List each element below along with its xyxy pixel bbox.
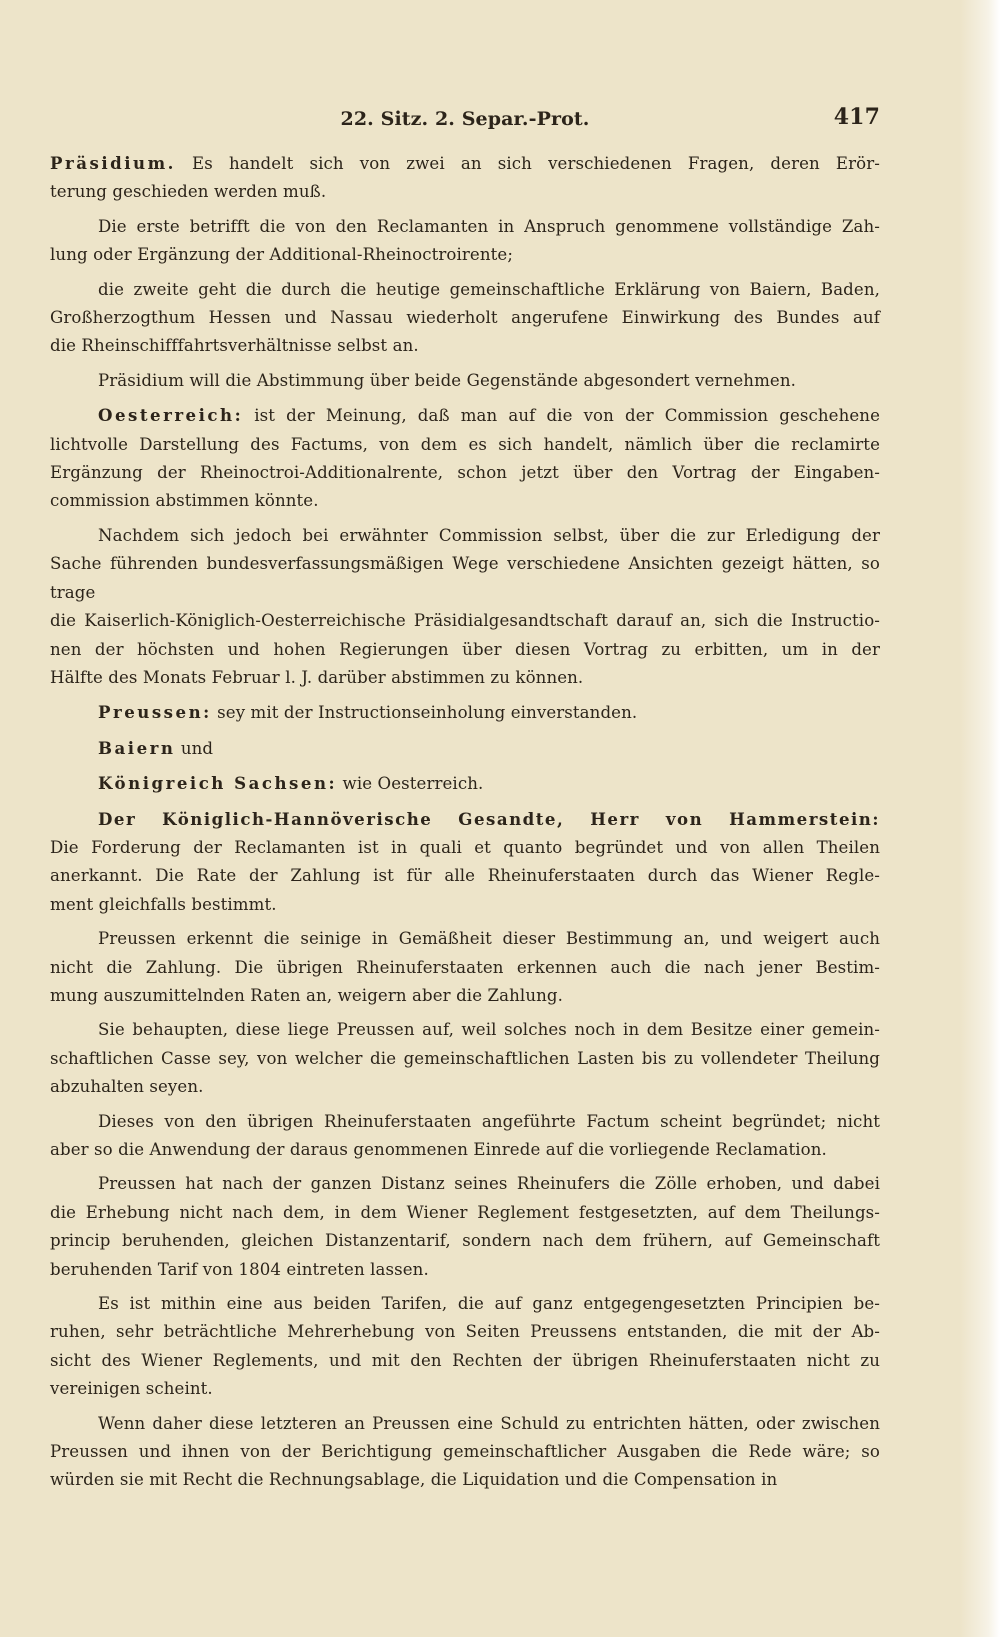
speaker-name: Präsidium. xyxy=(50,153,176,173)
speaker-name: Der Königlich-Hannöverische Gesandte, Herr von Hammerstein: xyxy=(98,808,880,829)
text-line xyxy=(50,178,880,206)
text-line xyxy=(50,1347,880,1375)
page-number: 417 xyxy=(833,104,880,130)
line-text: Präsidium will die Abstimmung über beide Gegenstände abgesondert vernehmen. xyxy=(98,370,796,390)
paragraph xyxy=(50,401,880,516)
page-gutter xyxy=(960,0,1000,1637)
line-text: schaftlichen Casse sey, von welcher die gemeinschaftlichen Lasten bis zu vollendeter Theilung xyxy=(50,1048,880,1068)
paragraph xyxy=(50,149,880,207)
text-line xyxy=(50,241,880,269)
line-text: princip beruhenden, gleichen Distanzentarif, sondern nach dem frühern, auf Gemeinschaft xyxy=(50,1231,880,1251)
line-text: Die erste betrifft die von den Reclamanten in Anspruch genommene vollständige Zah- xyxy=(98,216,880,236)
line-text: Preussen erkennt die seinige in Gemäßheit dieser Bestimmung an, und weigert auch xyxy=(98,929,880,949)
paragraph xyxy=(50,734,880,763)
line-text: Sie behaupten, diese liege Preussen auf, weil solches noch in dem Besitze einer gemein- xyxy=(98,1020,880,1040)
text-line xyxy=(50,522,880,550)
text-line xyxy=(50,487,880,515)
line-text: abzuhalten seyen. xyxy=(50,1077,204,1097)
text-line xyxy=(50,149,880,178)
text-line xyxy=(50,304,880,332)
paragraph xyxy=(50,213,880,270)
line-text: die zweite geht die durch die heutige gemeinschaftliche Erklärung von Baiern, Baden, xyxy=(98,279,880,299)
text-line xyxy=(50,276,880,304)
line-text: beruhenden Tarif von 1804 eintreten lassen. xyxy=(50,1259,429,1279)
paragraph xyxy=(50,522,880,692)
line-text: ruhen, sehr beträchtliche Mehrerhebung von Seiten Preussens entstanden, die mit der Ab- xyxy=(50,1322,880,1342)
text-line xyxy=(50,734,880,763)
line-text: anerkannt. Die Rate der Zahlung ist für alle Rheinuferstaaten durch das Wiener Regle- xyxy=(50,866,880,886)
text-line xyxy=(50,1170,880,1198)
speaker-name: Königreich Sachsen: xyxy=(98,773,338,794)
paragraph xyxy=(50,367,880,395)
paragraph xyxy=(50,276,880,361)
speaker-name: Preussen: xyxy=(98,702,212,723)
line-text: die Kaiserlich-Königlich-Oesterreichische Präsidialgesandtschaft darauf an, sich die Instructio- xyxy=(50,611,880,631)
line-text: Hälfte des Monats Februar l. J. darüber abstimmen zu können. xyxy=(50,667,584,687)
line-text: nen der höchsten und hohen Regierungen über diesen Vortrag zu erbitten, um in der xyxy=(50,639,880,659)
paragraph xyxy=(50,698,880,727)
speaker-name: Baiern xyxy=(98,737,176,758)
text-line xyxy=(50,459,880,487)
line-text: Nachdem sich jedoch bei erwähnter Commission selbst, über die zur Erledigung der xyxy=(98,525,880,545)
text-line xyxy=(50,954,880,982)
text-line xyxy=(50,1227,880,1255)
text-line xyxy=(50,1045,880,1073)
line-text: Wenn daher diese letzteren an Preussen eine Schuld zu entrichten hätten, oder zwischen xyxy=(98,1413,880,1433)
text-line xyxy=(50,431,880,459)
text-line xyxy=(50,1108,880,1136)
text-line xyxy=(50,925,880,953)
text-line xyxy=(50,1073,880,1101)
paragraph xyxy=(50,1410,880,1495)
line-text: würden sie mit Recht die Rechnungsablage, die Liquidation und die Compensation in xyxy=(50,1470,778,1490)
text-line xyxy=(50,1438,880,1466)
text-line xyxy=(50,550,880,607)
text-line xyxy=(50,636,880,664)
running-title: 22. Sitz. 2. Separ.-Prot. xyxy=(340,108,590,130)
text-line xyxy=(50,834,880,862)
line-text: aber so die Anwendung der daraus genommenen Einrede auf die vorliegende Reclamation. xyxy=(50,1140,827,1159)
text-line xyxy=(50,332,880,360)
running-header xyxy=(50,105,880,149)
text-line xyxy=(50,607,880,635)
line-text: vereinigen scheint. xyxy=(50,1379,213,1399)
text-line xyxy=(50,213,880,241)
line-text: wie Oesterreich. xyxy=(337,774,484,794)
line-text: Dieses von den übrigen Rheinuferstaaten angeführte Factum scheint begründet; nicht xyxy=(98,1111,880,1131)
line-text: Sache führenden bundesverfassungsmäßigen Wege verschiedene Ansichten gezeigt hätten, so trage xyxy=(50,554,880,602)
page-text-block xyxy=(50,105,880,1495)
line-text: sicht des Wiener Reglements, und mit den Rechten der übrigen Rheinuferstaaten nicht zu xyxy=(50,1350,880,1370)
line-text: Die Forderung der Reclamanten ist in quali et quanto begründet und von allen Theilen xyxy=(50,837,880,857)
text-line xyxy=(50,367,880,395)
text-line xyxy=(50,1136,880,1164)
line-text: lichtvolle Darstellung des Factums, von dem es sich handelt, nämlich über die reclamirte xyxy=(50,434,880,454)
text-line xyxy=(50,698,880,727)
line-text: ment gleichfalls bestimmt. xyxy=(50,894,277,914)
text-line xyxy=(50,401,880,430)
text-line xyxy=(50,862,880,890)
line-text: Großherzogthum Hessen und Nassau wiederholt angerufene Einwirkung des Bundes auf xyxy=(50,308,880,328)
line-text: terung geschieden werden muß. xyxy=(50,182,327,202)
protocol-body xyxy=(50,149,880,1495)
speaker-name: Oesterreich: xyxy=(98,405,244,426)
line-text: die Rheinschifffahrtsverhältnisse selbst an. xyxy=(50,336,419,356)
text-line xyxy=(50,805,880,834)
paragraph xyxy=(50,925,880,1010)
line-text: mung auszumittelnden Raten an, weigern aber die Zahlung. xyxy=(50,985,563,1005)
paragraph xyxy=(50,1108,880,1165)
line-text: ist der Meinung, daß man auf die von der Commission geschehene xyxy=(243,406,880,426)
text-line xyxy=(50,1016,880,1044)
line-text: Preussen hat nach der ganzen Distanz seines Rheinufers die Zölle erhoben, und dabei xyxy=(98,1174,880,1194)
line-text: Preussen und ihnen von der Berichtigung gemeinschaftlicher Ausgaben die Rede wäre; so xyxy=(50,1442,880,1462)
line-text: und xyxy=(175,738,214,758)
text-line xyxy=(50,1318,880,1346)
paragraph xyxy=(50,1290,880,1404)
line-text: sey mit der Instructionseinholung einverstanden. xyxy=(211,703,638,723)
paragraph xyxy=(50,805,880,920)
line-text: Es handelt sich von zwei an sich verschiedenen Fragen, deren Erör- xyxy=(175,154,880,173)
paragraph xyxy=(50,769,880,798)
text-line xyxy=(50,1466,880,1494)
line-text: nicht die Zahlung. Die übrigen Rheinuferstaaten erkennen auch die nach jener Bestim- xyxy=(50,957,880,977)
line-text: die Erhebung nicht nach dem, in dem Wiener Reglement festgesetzten, auf dem Theilungs- xyxy=(50,1202,880,1222)
text-line xyxy=(50,891,880,919)
text-line xyxy=(50,1256,880,1284)
paragraph xyxy=(50,1170,880,1284)
text-line xyxy=(50,664,880,692)
line-text: lung oder Ergänzung der Additional-Rheinoctroirente; xyxy=(50,245,514,265)
text-line xyxy=(50,1410,880,1438)
text-line xyxy=(50,1290,880,1318)
line-text: Es ist mithin eine aus beiden Tarifen, die auf ganz entgegengesetzten Principien be- xyxy=(98,1294,880,1314)
text-line xyxy=(50,1199,880,1227)
text-line xyxy=(50,982,880,1010)
line-text: commission abstimmen könnte. xyxy=(50,491,319,511)
line-text: Ergänzung der Rheinoctroi-Additionalrente, schon jetzt über den Vortrag der Eingaben- xyxy=(50,463,880,483)
paragraph xyxy=(50,1016,880,1101)
text-line xyxy=(50,769,880,798)
text-line xyxy=(50,1375,880,1403)
